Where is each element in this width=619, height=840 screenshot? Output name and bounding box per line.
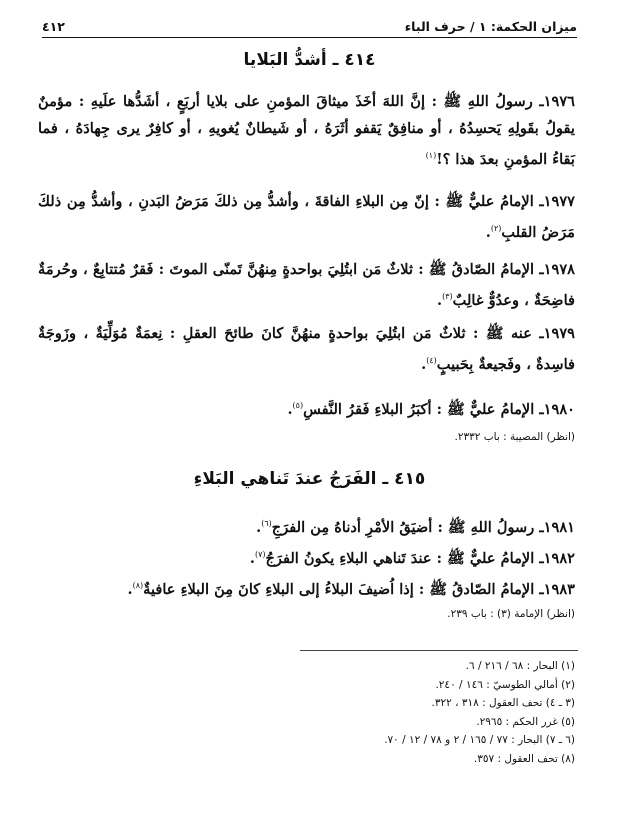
running-head-title: ميزان الحكمة: ١ / حرف الباء: [404, 18, 577, 34]
chapter-heading-414: ٤١٤ ـ أشدُّ البَلايا: [243, 50, 376, 70]
footnote: (٣ ـ ٤) تحف العقول : ٣١٨ ، ٣٢٢.: [431, 697, 575, 710]
hadith-text: ـ عنه ﷺ : ثلاثٌ مَن ابتُلِيَ بواحدةٍ منهُنَّ كانَ طائحَ العقلِ : نِعمَةٌ مُوَلِّيَةٌ ، وزَوجَةٌ فاسِدةٌ ، وفَجيعةٌ بِحَبيبٍ: [38, 325, 575, 373]
footnote: (١) البحار : ٦٨ / ٢١٦ / ٦.: [465, 660, 575, 672]
footnote: (٢) أمالي الطوسيّ : ١٤٦ / ٢٤٠.: [435, 678, 575, 691]
footnote: (٨) تحف العقول : ٣٥٧.: [473, 752, 575, 765]
see-also-415: (انظر) الإمامة (٣) : باب ٢٣٩.: [447, 608, 575, 620]
hadith-1980: ١٩٨٠ـ الإمامُ عليٌّ ﷺ : أكبَرُ البلاءِ فَقرُ النَّفسِ$^{(٥)}$.: [287, 400, 575, 418]
hadith-text: ـ رسولُ اللهِ ﷺ : إنَّ اللهَ أخَذَ ميثاقَ المؤمنِ على بلايا أربَعٍ ، أشَدُّها علَيهِ : مؤمنٌ يقولُ بقَولِهِ يَحسِدُهُ ، أو منافِقٌ يَقفو أثَرَهُ ، أو شَيطانٌ يُغويهِ ، أو كافِرٌ يرى جِهادَهُ ، فما بَقاءُ المؤمنِ بعدَ هذا ؟!: [38, 93, 575, 168]
hadith-text: ـ الإمامُ عليٌّ ﷺ : عندَ تَناهي البلاءِ يكونُ الفرَجُ: [265, 549, 544, 567]
header-rule: [42, 37, 577, 38]
hadith-number: ١٩٨٠: [543, 400, 575, 418]
footnote-ref: (١): [425, 151, 437, 160]
hadith-text: ـ الإمامُ عليٌّ ﷺ : أكبَرُ البلاءِ فَقرُ النَّفسِ: [303, 400, 544, 418]
see-also-414: (انظر) المصيبة : باب ٢٣٣٢.: [454, 431, 575, 443]
hadith-1977: ١٩٧٧ـ الإمامُ عليٌّ ﷺ : إنّ مِن البلاءِ الفاقةَ ، وأشدُّ مِن ذلكَ مَرَضُ البَدنِ ، وأشدُّ مِن ذلكَ مَرَضُ القلبِ$^{(٢)}$.: [38, 193, 575, 241]
running-head: [42, 16, 577, 36]
hadith-1976: [38, 88, 575, 173]
hadith-1982: ١٩٨٢ـ الإمامُ عليٌّ ﷺ : عندَ تَناهي البلاءِ يكونُ الفرَجُ$^{(٧)}$.: [249, 549, 575, 567]
hadith-1979: ١٩٧٩ـ عنه ﷺ : ثلاثٌ مَن ابتُلِيَ بواحدةٍ منهُنَّ كانَ طائحَ العقلِ : نِعمَةٌ مُوَلِّيَةٌ ، وزَوجَةٌ فاسِدةٌ ، وفَجيعةٌ بِحَبيبٍ$^{(٤)}$.: [38, 325, 575, 373]
hadith-number: ١٩٨٢: [543, 549, 575, 567]
footnote-ref: (٥): [292, 401, 304, 410]
footnote-rule: [300, 650, 578, 651]
page-number: ٤١٢: [42, 18, 65, 34]
footnote-ref: (٧): [254, 550, 266, 559]
footnote-ref: (٢): [490, 224, 502, 233]
footnote-ref: (٨): [132, 581, 144, 590]
hadith-text: ـ الإمامُ عليٌّ ﷺ : إنّ مِن البلاءِ الفاقةَ ، وأشدُّ مِن ذلكَ مَرَضُ البَدنِ ، وأشدُّ مِن ذلكَ مَرَضُ القلبِ: [38, 193, 575, 241]
footnote: (٦ ـ ٧) البحار : ٧٧ / ١٦٥ / ٢ و ٧٨ / ١٢ / ٧٠.: [384, 734, 575, 747]
hadith-text: ـ الإمامُ الصّادقُ ﷺ : ثلاثٌ مَن ابتُلِيَ بواحدةٍ مِنهُنَّ تَمنّى الموتَ : فَقرٌ مُتتابِعٌ ، وحُرمَةٌ فاضِحَةٌ ، وعدُوٌّ غالِبٌ: [38, 261, 575, 309]
footnotes: [250, 657, 575, 769]
footnote: (٥) غرر الحكم : ٢٩٦٥.: [476, 715, 575, 728]
hadith-number: ١٩٧٨: [543, 261, 575, 278]
hadith-text: ـ الإمامُ الصّادقُ ﷺ : إذا اُضيفَ البلاءُ إلى البلاءِ كانَ مِنَ البلاءِ عافيةٌ: [143, 580, 544, 598]
hadith-number: ١٩٨٣: [543, 580, 575, 598]
hadith-1981: ١٩٨١ـ رسولُ اللهِ ﷺ : أضيَقُ الأمْرِ أدناهُ مِن الفرَجِ$^{(٦)}$.: [256, 518, 575, 536]
hadith-1983: ١٩٨٣ـ الإمامُ الصّادقُ ﷺ : إذا اُضيفَ البلاءُ إلى البلاءِ كانَ مِنَ البلاءِ عافيةٌ$^{(٨)}$.: [127, 580, 575, 598]
footnote-ref: (٣): [442, 292, 453, 301]
chapter-heading-415: ٤١٥ ـ الفَرَجُ عندَ تَناهي البَلاءِ: [193, 469, 426, 489]
hadith-number: ١٩٧٧: [543, 193, 575, 210]
hadith-1978: ١٩٧٨ـ الإمامُ الصّادقُ ﷺ : ثلاثٌ مَن ابتُلِيَ بواحدةٍ مِنهُنَّ تَمنّى الموتَ : فَقرٌ مُتتابِعٌ ، وحُرمَةٌ فاضِحَةٌ ، وعدُوٌّ غالِبٌ$^{(٣)}$.: [38, 261, 575, 309]
footnote-ref: (٦): [261, 519, 272, 528]
footnote-ref: (٤): [426, 356, 437, 365]
hadith-number: ١٩٧٦: [543, 93, 575, 110]
hadith-text: ـ رسولُ اللهِ ﷺ : أضيَقُ الأمْرِ أدناهُ مِن الفرَجِ: [271, 518, 544, 536]
hadith-number: ١٩٨١: [543, 518, 575, 536]
hadith-number: ١٩٧٩: [543, 325, 575, 342]
